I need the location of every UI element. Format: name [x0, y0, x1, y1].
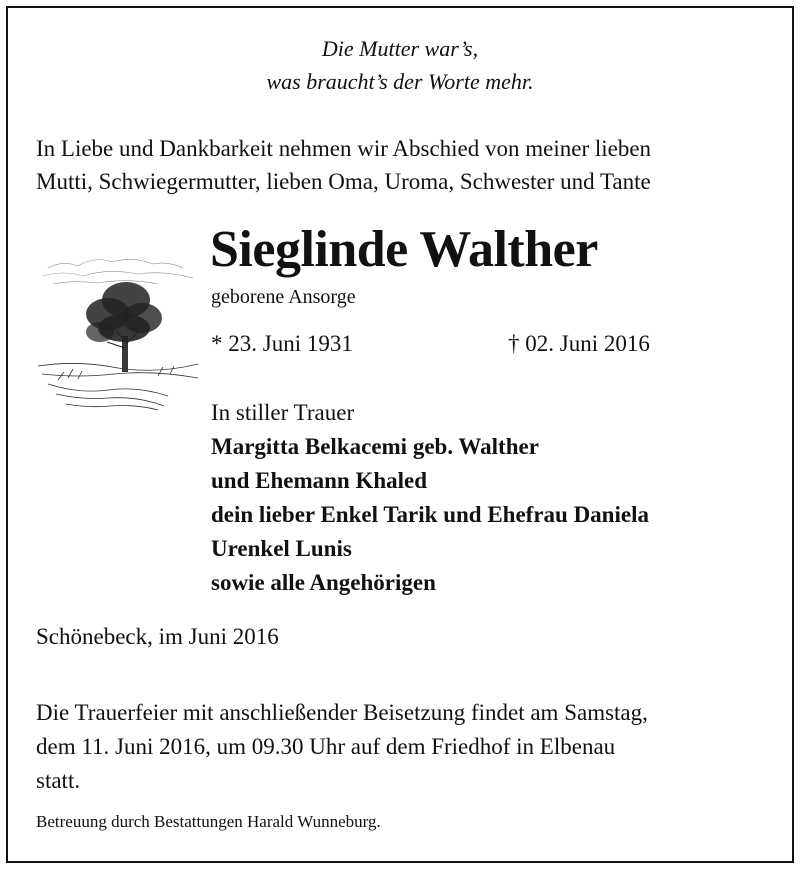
service-info — [36, 696, 768, 798]
birth-name: geborene Ansorge — [211, 286, 356, 308]
tree-illustration — [38, 248, 198, 413]
mourner-name: dein lieber Enkel Tarik und Ehefrau Daniela — [211, 502, 649, 527]
undertaker-note: Betreuung durch Bestattungen Harald Wunneburg. — [36, 812, 381, 831]
service-line: dem 11. Juni 2016, um 09.30 Uhr auf dem Friedhof in Elbenau — [36, 734, 616, 759]
service-line: Die Trauerfeier mit anschließender Beisetzung findet am Samstag, — [36, 700, 648, 725]
mourners-heading: In stiller Trauer — [211, 400, 355, 425]
mourner-name: sowie alle Angehörigen — [211, 570, 436, 595]
obituary-frame — [6, 6, 794, 863]
mourner-name: Urenkel Lunis — [211, 536, 352, 561]
mourner-name: und Ehemann Khaled — [211, 468, 428, 493]
mourner-name: Margitta Belkacemi geb. Walther — [211, 434, 539, 459]
deceased-name: Sieglinde Walther — [210, 221, 598, 278]
intro-line: Mutti, Schwiegermutter, lieben Oma, Uroma, Schwester und Tante — [36, 169, 651, 194]
birth-date: * 23. Juni 1931 — [211, 331, 353, 356]
place-date: Schönebeck, im Juni 2016 — [36, 624, 279, 649]
motto-line: Die Mutter war’s, — [321, 36, 479, 61]
death-date: † 02. Juni 2016 — [508, 331, 650, 356]
mourners-block — [211, 396, 649, 600]
intro-text — [36, 132, 772, 198]
service-line: statt. — [36, 768, 81, 793]
motto — [8, 32, 792, 98]
intro-line: In Liebe und Dankbarkeit nehmen wir Abschied von meiner lieben — [36, 136, 652, 161]
motto-line: was braucht’s der Worte mehr. — [266, 69, 534, 94]
